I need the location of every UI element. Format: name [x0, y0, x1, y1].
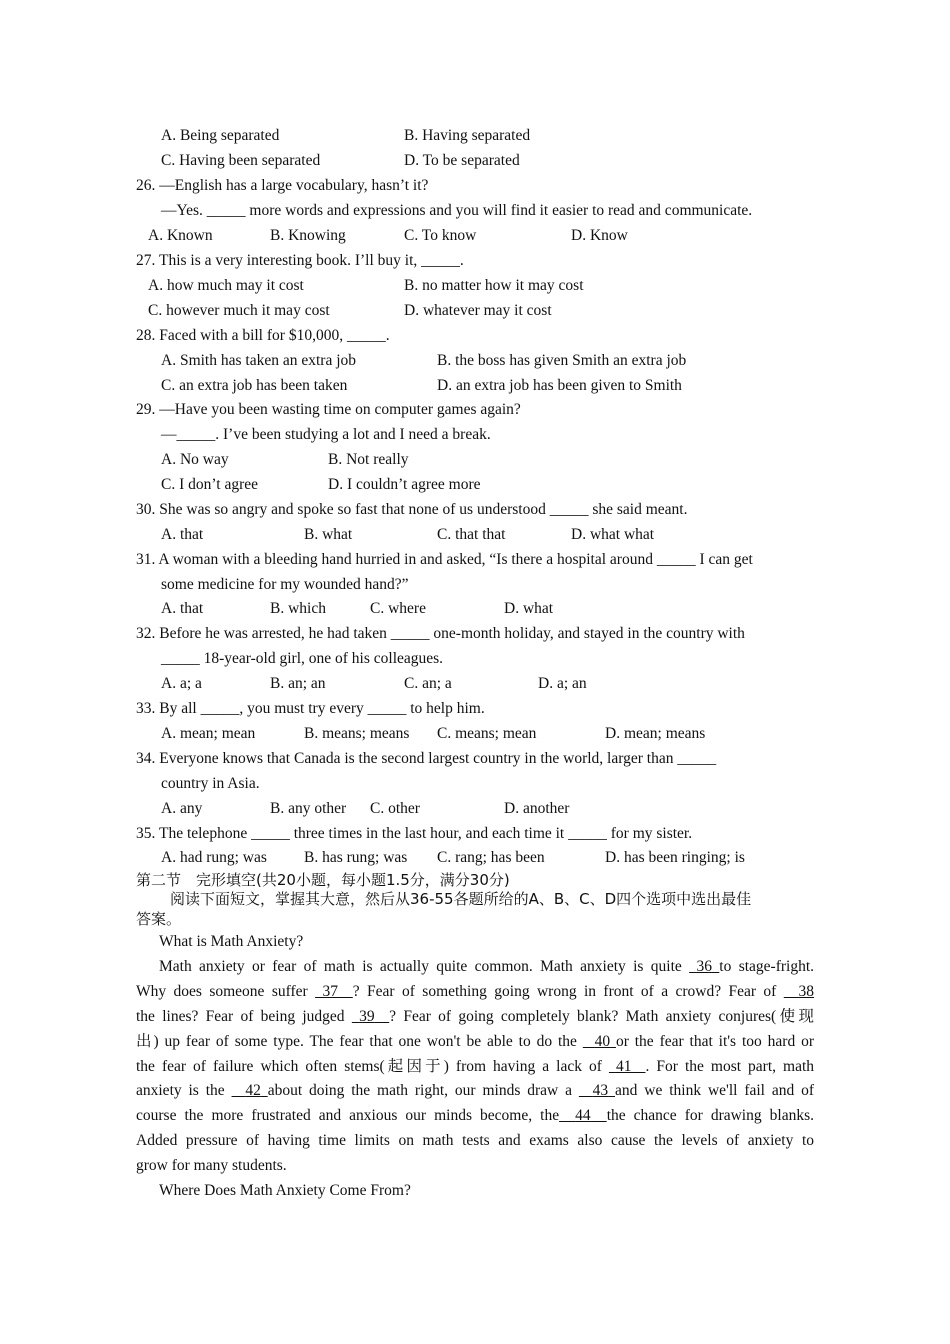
- q31-option-b: B. which: [270, 600, 326, 617]
- q28-option-c: C. an extra job has been taken: [161, 377, 348, 394]
- passage-line-9: grow for many students.: [136, 1157, 287, 1175]
- q31-stem: 31. A woman with a bleeding hand hurried in and asked, “Is there a hospital around _____ I can get: [136, 551, 753, 568]
- blank-43: 43: [592, 1082, 609, 1100]
- q33-option-c: C. means; mean: [437, 725, 537, 742]
- q26-option-b: B. Knowing: [270, 227, 346, 244]
- q27-stem: 27. This is a very interesting book. I’ll buy it, _____.: [136, 252, 464, 269]
- q32-line2: _____ 18-year-old girl, one of his colleagues.: [161, 650, 444, 667]
- blank-41: 41: [615, 1057, 632, 1075]
- q26-option-d: D. Know: [571, 227, 628, 244]
- q34-option-d: D. another: [504, 800, 570, 817]
- passage-line-2: Why does someone suffer 37 ? Fear of something going wrong in front of a crowd? Fear of 38: [136, 982, 815, 1000]
- q35-option-c: C. rang; has been: [437, 849, 545, 866]
- q26-line2: —Yes. _____ more words and expressions and you will find it easier to read and communicate.: [161, 202, 753, 219]
- passage-line-7: course the more frustrated and anxious our minds become, the 44 the chance for drawing blanks.: [136, 1107, 814, 1125]
- passage-line-8: Added pressure of having time limits on math tests and exams also cause the levels of anxiety to: [136, 1132, 814, 1150]
- q27-option-b: B. no matter how it may cost: [404, 277, 584, 294]
- blank-37: 37: [322, 982, 338, 1000]
- q30-option-c: C. that that: [437, 526, 506, 543]
- q29-stem: 29. —Have you been wasting time on computer games again?: [136, 401, 521, 418]
- passage-line-1: Math anxiety or fear of math is actually quite common. Math anxiety is quite 36 to stage-fright.: [159, 958, 815, 975]
- q35-option-d: D. has been ringing; is: [605, 849, 745, 866]
- q31-line2: some medicine for my wounded hand?”: [161, 576, 409, 593]
- q34-line2: country in Asia.: [161, 775, 260, 792]
- q25-option-d: D. To be separated: [404, 152, 520, 169]
- q33-option-d: D. mean; means: [605, 725, 706, 742]
- q27-option-c: C. however much it may cost: [148, 302, 330, 319]
- blank-36: 36: [696, 958, 712, 975]
- q31-option-a: A. that: [161, 600, 204, 617]
- q32-stem: 32. Before he was arrested, he had taken _____ one-month holiday, and stayed in the country with: [136, 625, 745, 642]
- q34-option-a: A. any: [161, 800, 203, 817]
- q35-option-b: B. has rung; was: [304, 849, 408, 866]
- passage-title-2: Where Does Math Anxiety Come From?: [159, 1182, 411, 1199]
- q33-option-b: B. means; means: [304, 725, 410, 742]
- q26-option-a: A. Known: [148, 227, 213, 244]
- q35-option-a: A. had rung; was: [161, 849, 267, 866]
- passage-line-6: anxiety is the 42 about doing the math right, our minds draw a 43 and we think we'll fail and of: [136, 1082, 815, 1100]
- section-instruction-line1: 阅读下面短文，掌握其大意，然后从36-55各题所给的A、B、C、D四个选项中选出最佳: [170, 890, 752, 908]
- q32-option-b: B. an; an: [270, 675, 326, 692]
- q27-option-a: A. how much may it cost: [148, 277, 304, 294]
- blank-40: 40: [594, 1032, 611, 1050]
- q35-stem: 35. The telephone _____ three times in the last hour, and each time it _____ for my sister.: [136, 825, 693, 842]
- q30-option-b: B. what: [304, 526, 353, 543]
- passage-line-3: the lines? Fear of being judged 39 ? Fear of going completely blank? Math anxiety conjures(使现: [136, 1007, 815, 1025]
- blank-39: 39: [359, 1007, 375, 1025]
- q28-option-d: D. an extra job has been given to Smith: [437, 377, 682, 394]
- blank-44: 44: [575, 1107, 591, 1125]
- passage-line-4: 出) up fear of some type. The fear that one won't be able to do the 40 or the fear that it's too hard or: [136, 1032, 814, 1050]
- q32-option-c: C. an; a: [404, 675, 452, 692]
- q29-option-d: D. I couldn’t agree more: [328, 476, 481, 493]
- q34-option-c: C. other: [370, 800, 420, 817]
- passage-paragraph: [136, 955, 814, 1179]
- q29-line2: —_____. I’ve been studying a lot and I need a break.: [161, 426, 491, 443]
- q25-option-b: B. Having separated: [404, 127, 531, 144]
- passage-title-1: What is Math Anxiety?: [159, 933, 304, 950]
- blank-38: 38: [798, 982, 815, 1000]
- q29-option-a: A. No way: [161, 451, 229, 468]
- blank-42: 42: [245, 1082, 261, 1100]
- section-heading: 第二节 完形填空(共20小题，每小题1.5分，满分30分): [136, 871, 510, 889]
- q26-option-c: C. To know: [404, 227, 477, 244]
- q34-option-b: B. any other: [270, 800, 347, 817]
- q32-option-a: A. a; a: [161, 675, 202, 692]
- q25-option-a: A. Being separated: [161, 127, 280, 144]
- q33-option-a: A. mean; mean: [161, 725, 256, 742]
- q34-stem: 34. Everyone knows that Canada is the second largest country in the world, larger than _____: [136, 750, 717, 767]
- q30-option-a: A. that: [161, 526, 204, 543]
- q32-option-d: D. a; an: [538, 675, 587, 692]
- q28-stem: 28. Faced with a bill for $10,000, _____.: [136, 327, 390, 344]
- q33-stem: 33. By all _____, you must try every _____ to help him.: [136, 700, 485, 717]
- section-instruction-line2: 答案。: [136, 910, 182, 928]
- q31-option-c: C. where: [370, 600, 426, 617]
- q30-stem: 30. She was so angry and spoke so fast that none of us understood _____ she said meant.: [136, 501, 688, 518]
- q28-option-b: B. the boss has given Smith an extra job: [437, 352, 687, 369]
- passage-line-5: the fear of failure which often stems(起因于) from having a lack of 41 . For the most part, math: [136, 1057, 815, 1075]
- q29-option-c: C. I don’t agree: [161, 476, 258, 493]
- q26-stem: 26. —English has a large vocabulary, hasn’t it?: [136, 177, 429, 194]
- q29-option-b: B. Not really: [328, 451, 409, 468]
- q28-option-a: A. Smith has taken an extra job: [161, 352, 356, 369]
- q30-option-d: D. what what: [571, 526, 655, 543]
- q31-option-d: D. what: [504, 600, 554, 617]
- q27-option-d: D. whatever may it cost: [404, 302, 552, 319]
- q25-option-c: C. Having been separated: [161, 152, 321, 169]
